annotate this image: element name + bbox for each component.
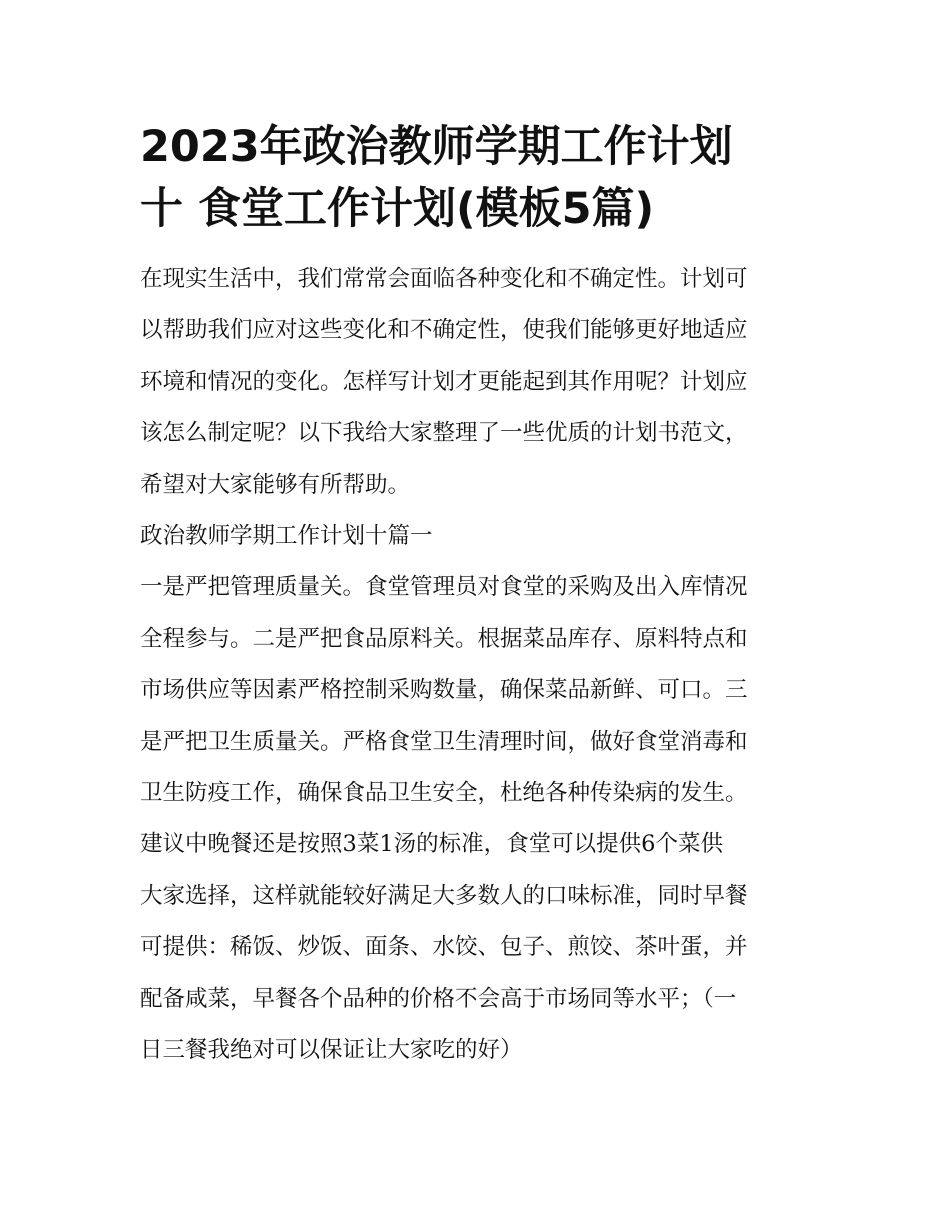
body-line-14: 可提供：稀饭、炒饭、面条、水饺、包子、煎饺、茶叶蛋，并 xyxy=(140,934,748,961)
body-line-15: 配备咸菜，早餐各个品种的价格不会高于市场同等水平；（一 xyxy=(140,985,737,1012)
body-line-13: 大家选择，这样就能较好满足大多数人的口味标准，同时早餐 xyxy=(140,882,748,909)
body-line-5: 希望对大家能够有所帮助。 xyxy=(140,471,411,498)
document-body xyxy=(140,254,812,1077)
section-heading: 政治教师学期工作计划十篇一 xyxy=(140,523,433,550)
document-page xyxy=(140,116,815,1077)
body-line-7: 一是严把管理质量关。食堂管理员对食堂的采购及出入库情况 xyxy=(140,574,748,601)
body-line-8: 全程参与。二是严把食品原料关。根据菜品库存、原料特点和 xyxy=(140,625,748,652)
body-line-9: 市场供应等因素严格控制采购数量，确保菜品新鲜、可口。三 xyxy=(140,677,748,704)
body-line-2: 以帮助我们应对这些变化和不确定性，使我们能够更好地适应 xyxy=(140,317,748,344)
body-line-12: 建议中晚餐还是按照3菜1汤的标准，食堂可以提供6个菜供 xyxy=(140,831,723,858)
body-line-1: 在现实生活中，我们常常会面临各种变化和不确定性。计划可 xyxy=(140,266,748,292)
title-line-1: 2023年政治教师学期工作计划 xyxy=(140,122,733,172)
body-line-3: 环境和情况的变化。怎样写计划才更能起到其作用呢？计划应 xyxy=(140,368,748,395)
document-title xyxy=(140,116,815,240)
body-line-10: 是严把卫生质量关。严格食堂卫生清理时间，做好食堂消毒和 xyxy=(140,728,748,755)
body-line-11: 卫生防疫工作，确保食品卫生安全，杜绝各种传染病的发生。 xyxy=(140,780,748,807)
title-line-2: 十 食堂工作计划(模板5篇) xyxy=(140,184,655,234)
body-line-4: 该怎么制定呢？以下我给大家整理了一些优质的计划书范文， xyxy=(140,420,748,447)
body-line-16: 日三餐我绝对可以保证让大家吃的好） xyxy=(140,1037,523,1064)
